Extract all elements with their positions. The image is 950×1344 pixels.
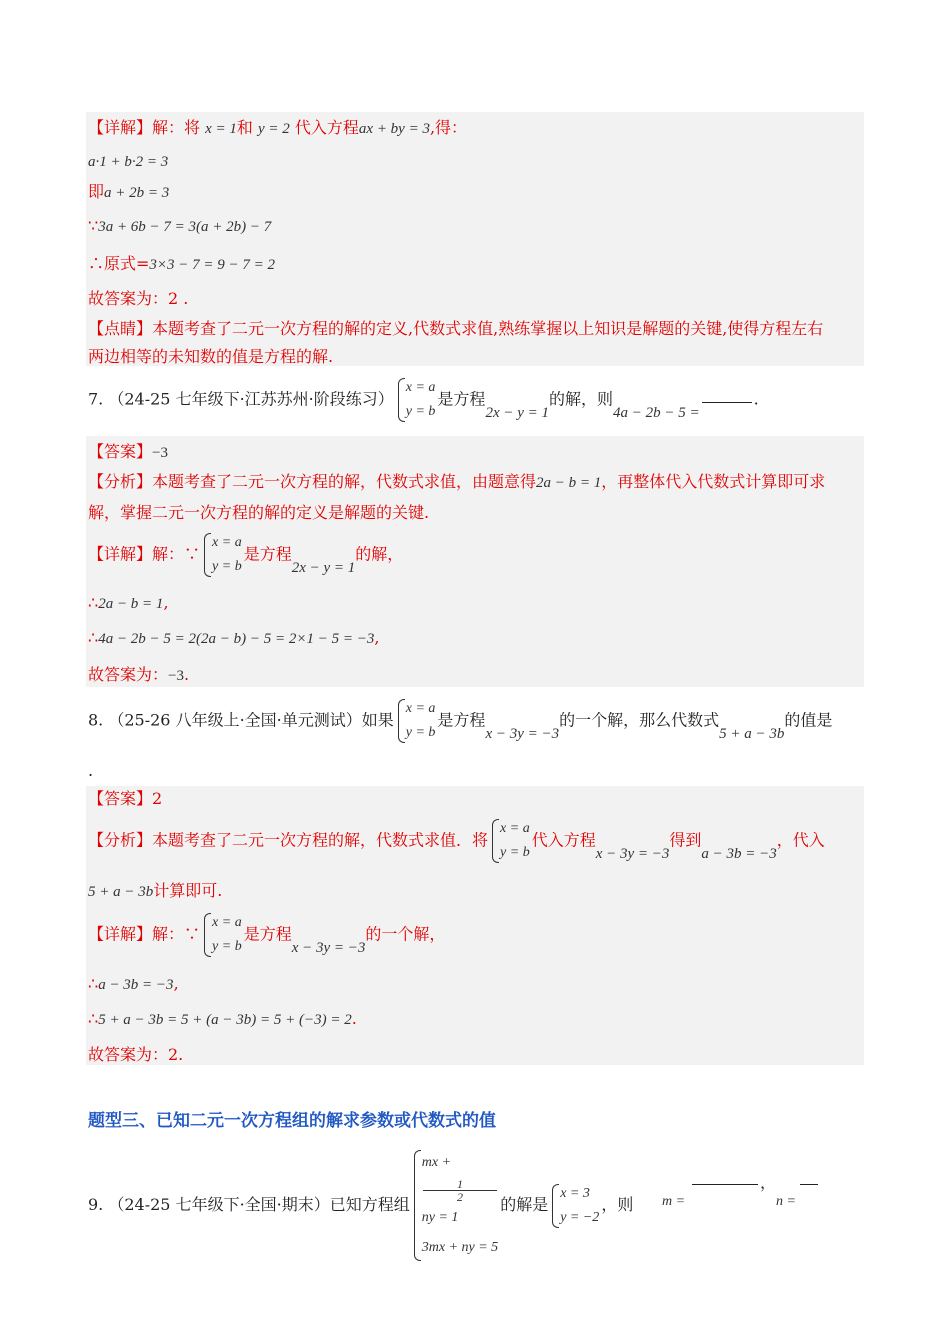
q8-answer: 【答案】2 — [88, 789, 163, 808]
q6-step3: ∵3a + 6b − 7 = 3(a + 2b) − 7 — [88, 216, 272, 235]
q8-trailing: . — [88, 761, 94, 780]
q7-step1: ∴2a − b = 1, — [88, 593, 169, 612]
q9-comma: ， — [760, 1173, 777, 1192]
q7-step2: ∴4a − 2b − 5 = 2(2a − b) − 5 = 2×1 − 5 = −3, — [88, 628, 380, 647]
q6-step4: ∴原式=3×3 − 7 = 9 − 7 = 2 — [88, 254, 276, 273]
q7-analysis-line2: 解，掌握二元一次方程的解的定义是解题的关键. — [88, 503, 430, 522]
q6-step2: 即a + 2b = 3 — [88, 182, 170, 201]
q8-analysis-line1: 【分析】本题考查了二元一次方程的解，代数式求值．将 x = a y = b 代入方程x − 3y = −3得到a − 3b = −3，代入 — [88, 817, 825, 865]
q6-step1: a·1 + b·2 = 3 — [88, 154, 169, 170]
q7-final: 故答案为：−3. — [88, 665, 190, 684]
m-label: m = — [662, 1194, 686, 1209]
q6-comment-line2: 两边相等的未知数的值是方程的解. — [88, 347, 334, 366]
equation-system: mx + 1 2 ny = 1 3mx + ny = 5 — [412, 1148, 498, 1263]
m-answer-blank[interactable] — [692, 1170, 758, 1185]
q8-question: 8. （25-26 八年级上·全国·单元测试）如果 x = a y = b 是方程x − 3y = −3的一个解，那么代数式5 + a − 3b的值是 — [88, 697, 832, 745]
q9-question: 9. （24-25 七年级下·全国·期末）已知方程组 mx + 1 2 ny = 1 3mx + ny = 5 的解是 x = 3 y = −2 ，则 — [88, 1148, 633, 1263]
q8-step2: ∴5 + a − 3b = 5 + (a − 3b) = 5 + (−3) = 2. — [88, 1009, 357, 1028]
question-number: 9. — [88, 1195, 104, 1214]
comment-label: 【点睛】 — [88, 319, 153, 338]
q7-question: 7. （24-25 七年级下·江苏苏州·阶段练习） x = a y = b 是方程2x − y = 1的解，则4a − 2b − 5 =. — [88, 376, 759, 424]
q8-analysis-line2: 5 + a − 3b计算即可. — [88, 881, 223, 900]
answer-blank[interactable] — [702, 388, 752, 403]
equation-system: x = a y = b — [490, 817, 530, 865]
detail-label: 【详解】 — [88, 118, 153, 137]
equation-system: x = a y = b — [202, 911, 242, 959]
section-heading: 题型三、已知二元一次方程组的解求参数或代数式的值 — [88, 1111, 496, 1131]
solution-system: x = 3 y = −2 — [550, 1182, 599, 1230]
q6-comment-line1: 【点睛】本题考查了二元一次方程的解的定义,代数式求值,熟练掌握以上知识是解题的关键,使得方程左右 — [88, 319, 824, 338]
equation-system: x = a y = b — [202, 531, 242, 579]
q8-final: 故答案为：2. — [88, 1045, 184, 1064]
q7-answer: 【答案】−3 — [88, 442, 168, 461]
n-answer-blank[interactable] — [800, 1170, 818, 1185]
q8-step1: ∴a − 3b = −3, — [88, 974, 179, 993]
q6-detail-line: 【详解】解：将 x = 1和 y = 2 代入方程ax + by = 3,得： — [88, 118, 468, 137]
q8-detail: 【详解】解：∵ x = a y = b 是方程x − 3y = −3的一个解， — [88, 911, 445, 959]
q7-analysis-line1: 【分析】本题考查了二元一次方程的解，代数式求值，由题意得2a − b = 1，再整体代入代数式计算即可求 — [88, 472, 826, 491]
n-label: n = — [776, 1194, 796, 1209]
question-number: 7. — [88, 389, 104, 409]
equation-system: x = a y = b — [396, 697, 436, 745]
equation-system: x = a y = b — [396, 376, 436, 424]
q6-answer: 故答案为：2 . — [88, 289, 189, 308]
question-number: 8. — [88, 710, 104, 730]
q7-detail: 【详解】解：∵ x = a y = b 是方程2x − y = 1的解， — [88, 531, 403, 579]
